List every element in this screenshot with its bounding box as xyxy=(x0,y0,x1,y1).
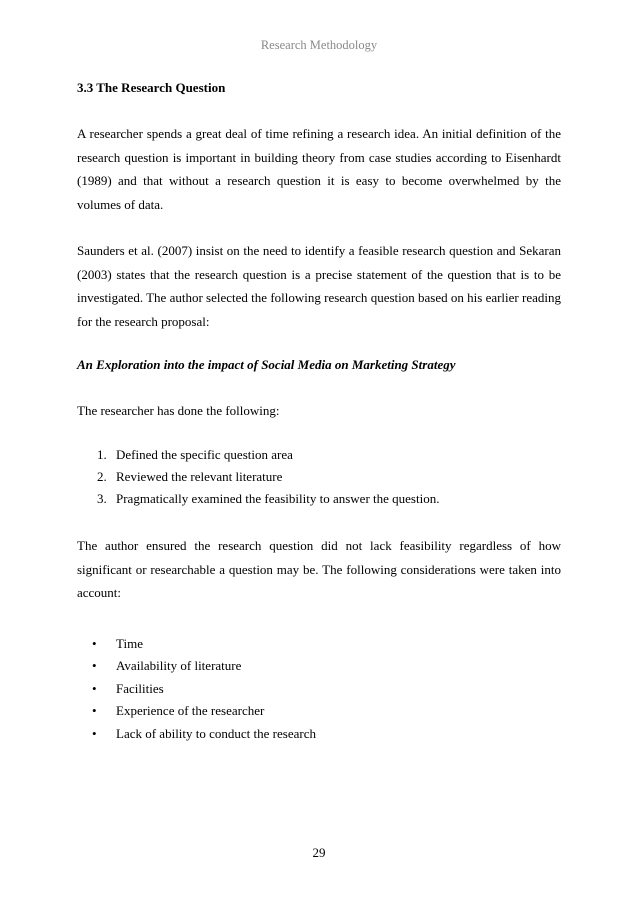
list-item-text: Lack of ability to conduct the research xyxy=(116,725,316,741)
list-item xyxy=(77,723,561,746)
bullet-icon: • xyxy=(92,680,97,696)
considerations-list xyxy=(77,633,561,746)
list-item-text: Facilities xyxy=(116,680,164,696)
paragraph-feasible-question: Saunders et al. (2007) insist on the need to identify a feasible research question and Sekaran (2003) states that the research question is a precise statement of the question that is to be investigated. The author selected the following research question based on his earlier reading for the research proposal: xyxy=(77,243,561,329)
bullet-icon: • xyxy=(92,703,97,718)
steps-intro: The researcher has done the following: xyxy=(77,403,280,418)
list-item-text: Availability of literature xyxy=(116,658,242,673)
list-number: 2. xyxy=(97,469,107,484)
list-number: 3. xyxy=(97,491,107,506)
bullet-icon: • xyxy=(92,725,97,741)
page-number: 29 xyxy=(312,845,326,860)
list-item-text: Experience of the researcher xyxy=(116,703,265,718)
list-item-text: Defined the specific question area xyxy=(116,447,293,462)
research-question-title: An Exploration into the impact of Social Media on Marketing Strategy xyxy=(77,357,456,372)
paragraph-research-idea: A researcher spends a great deal of time refining a research idea. An initial definition of the research question is important in building theory from case studies according to Eisenhardt (1989) and that without a research question it is easy to become overwhelmed by the volumes of data. xyxy=(77,126,561,212)
bullet-icon: • xyxy=(92,658,97,673)
list-item xyxy=(77,678,561,701)
list-item xyxy=(77,444,561,466)
list-item-text: Reviewed the relevant literature xyxy=(116,469,283,484)
list-item-text: Pragmatically examined the feasibility to answer the question. xyxy=(116,491,440,506)
list-number: 1. xyxy=(97,447,107,462)
list-item xyxy=(77,655,561,678)
running-header: Research Methodology xyxy=(260,38,378,52)
steps-list xyxy=(77,444,561,510)
section-heading: 3.3 The Research Question xyxy=(77,80,226,95)
list-item xyxy=(77,488,561,510)
list-item xyxy=(77,633,561,656)
bullet-icon: • xyxy=(92,635,97,651)
paragraph-feasibility: The author ensured the research question did not lack feasibility regardless of how significant or researchable a question may be. The following considerations were taken into account: xyxy=(77,538,561,600)
list-item xyxy=(77,700,561,723)
page-body xyxy=(77,78,561,745)
list-item xyxy=(77,466,561,488)
list-item-text: Time xyxy=(116,635,143,651)
